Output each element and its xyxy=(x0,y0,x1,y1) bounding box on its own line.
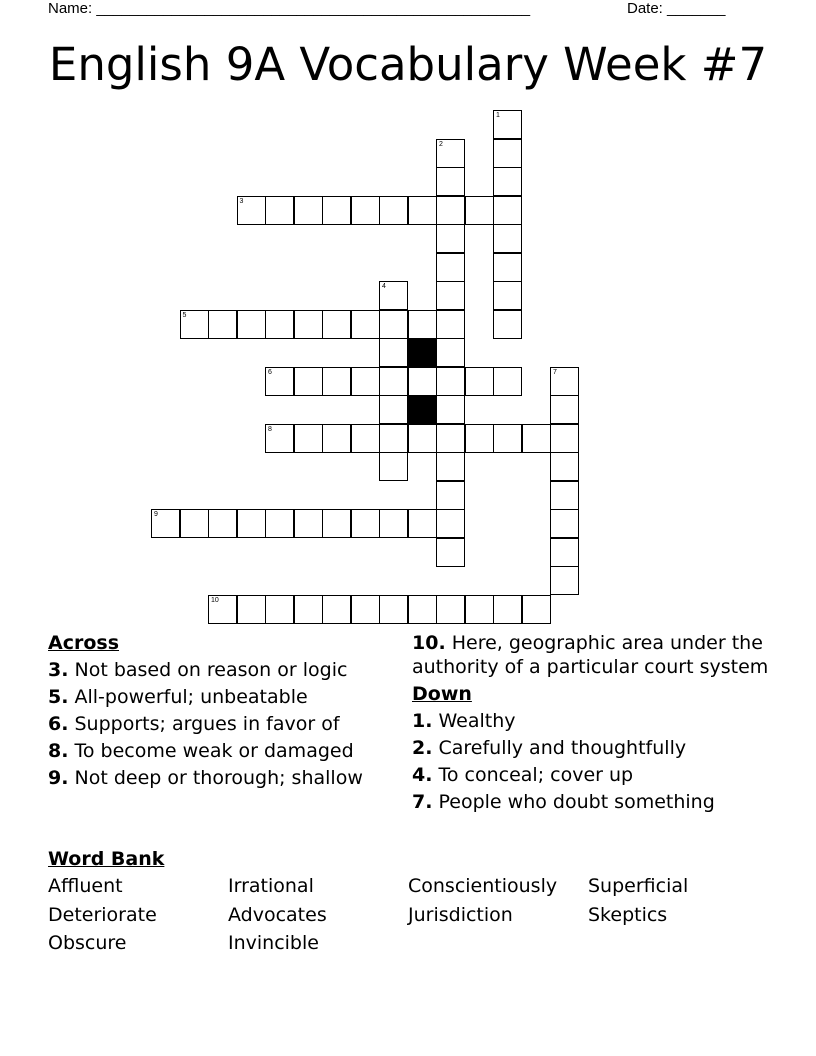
clue-number: 5. xyxy=(48,686,69,708)
crossword-cell[interactable] xyxy=(322,509,351,538)
crossword-cell[interactable] xyxy=(265,595,294,624)
across-clues xyxy=(48,631,388,793)
crossword-cell[interactable] xyxy=(237,509,266,538)
crossword-block xyxy=(408,395,437,424)
clue-number: 9 xyxy=(154,511,158,518)
page-title: English 9A Vocabulary Week #7 xyxy=(48,38,768,91)
clue-text: Carefully and thoughtfully xyxy=(432,737,687,759)
date-field: Date: _______ xyxy=(627,0,726,17)
clue-item xyxy=(412,763,782,787)
crossword-cell[interactable] xyxy=(465,595,494,624)
crossword-cell[interactable] xyxy=(493,110,522,139)
clue-number: 2 xyxy=(439,140,443,148)
crossword-cell[interactable] xyxy=(294,367,323,396)
clue-number: 7. xyxy=(412,791,433,813)
crossword-cell[interactable] xyxy=(379,310,408,339)
clue-number: 10. xyxy=(412,632,446,654)
crossword-cell[interactable] xyxy=(351,367,380,396)
crossword-cell[interactable] xyxy=(408,595,437,624)
crossword-cell[interactable] xyxy=(265,509,294,538)
crossword-cell[interactable] xyxy=(436,367,465,396)
crossword-cell[interactable] xyxy=(436,395,465,424)
crossword-cell[interactable] xyxy=(436,196,465,225)
word-bank-heading: Word Bank xyxy=(48,848,165,870)
word-bank-item: Affluent xyxy=(48,875,123,897)
crossword-cell[interactable] xyxy=(550,395,579,424)
crossword-cell[interactable] xyxy=(522,424,551,453)
crossword-cell[interactable] xyxy=(408,196,437,225)
crossword-cell[interactable] xyxy=(379,595,408,624)
crossword-cell[interactable] xyxy=(436,509,465,538)
crossword-cell[interactable] xyxy=(550,367,579,396)
crossword-cell[interactable] xyxy=(351,595,380,624)
clue-item xyxy=(48,739,388,763)
crossword-cell[interactable] xyxy=(379,395,408,424)
crossword-cell[interactable] xyxy=(436,224,465,253)
crossword-cell[interactable] xyxy=(379,196,408,225)
clue-item xyxy=(412,790,782,814)
crossword-cell[interactable] xyxy=(465,424,494,453)
crossword-cell[interactable] xyxy=(294,595,323,624)
crossword-cell[interactable] xyxy=(493,424,522,453)
word-bank-item: Deteriorate xyxy=(48,903,157,926)
crossword-cell[interactable] xyxy=(294,310,323,339)
clue-number: 4 xyxy=(382,283,386,290)
clue-number: 6 xyxy=(268,368,272,376)
clue-number: 2. xyxy=(412,737,433,759)
crossword-cell[interactable] xyxy=(493,367,522,396)
crossword-cell[interactable] xyxy=(436,424,465,453)
crossword-cell[interactable] xyxy=(550,424,579,453)
crossword-cell[interactable] xyxy=(408,424,437,453)
crossword-cell[interactable] xyxy=(436,310,465,339)
crossword-cell[interactable] xyxy=(265,424,294,453)
clue-item xyxy=(48,712,388,736)
crossword-cell[interactable] xyxy=(294,196,323,225)
clue-item xyxy=(412,631,782,679)
crossword-cell[interactable] xyxy=(522,595,551,624)
crossword-cell[interactable] xyxy=(322,310,351,339)
crossword-cell[interactable] xyxy=(550,481,579,510)
crossword-cell[interactable] xyxy=(408,509,437,538)
crossword-cell[interactable] xyxy=(294,509,323,538)
clue-text: Supports; argues in favor of xyxy=(68,713,340,735)
crossword-cell[interactable] xyxy=(351,509,380,538)
clue-number: 1. xyxy=(412,710,433,732)
crossword-cell[interactable] xyxy=(550,452,579,481)
crossword-cell[interactable] xyxy=(379,509,408,538)
across-list xyxy=(48,658,388,790)
crossword-cell[interactable] xyxy=(322,367,351,396)
crossword-cell[interactable] xyxy=(208,509,237,538)
down-heading: Down xyxy=(412,683,472,705)
crossword-cell[interactable] xyxy=(265,310,294,339)
across-continued xyxy=(412,631,782,679)
crossword-cell[interactable] xyxy=(436,139,465,168)
crossword-cell[interactable] xyxy=(351,310,380,339)
crossword-cell[interactable] xyxy=(265,196,294,225)
word-bank-item: Irrational xyxy=(228,875,314,897)
crossword-cell[interactable] xyxy=(379,281,408,310)
word-bank-item: Obscure xyxy=(48,932,127,954)
crossword-cell[interactable] xyxy=(294,424,323,453)
crossword-cell[interactable] xyxy=(351,424,380,453)
crossword-cell[interactable] xyxy=(322,196,351,225)
crossword-cell[interactable] xyxy=(379,367,408,396)
clue-item xyxy=(412,709,782,733)
clue-item xyxy=(412,736,782,760)
crossword-cell[interactable] xyxy=(208,310,237,339)
crossword-cell[interactable] xyxy=(180,509,209,538)
word-bank-item: Jurisdiction xyxy=(408,903,513,926)
word-bank-item: Conscientiously xyxy=(408,875,558,897)
crossword-cell[interactable] xyxy=(408,367,437,396)
crossword-cell[interactable] xyxy=(379,338,408,367)
crossword-cell[interactable] xyxy=(493,139,522,168)
crossword-cell[interactable] xyxy=(322,424,351,453)
clue-number: 1 xyxy=(496,112,500,119)
word-bank-item: Advocates xyxy=(228,903,327,926)
across-heading: Across xyxy=(48,632,120,654)
clues-column-2 xyxy=(412,631,782,817)
crossword-cell[interactable] xyxy=(265,367,294,396)
crossword-cell[interactable] xyxy=(493,253,522,282)
clue-number: 9. xyxy=(48,767,69,789)
clue-text: Not deep or thorough; shallow xyxy=(68,767,363,789)
clue-text: People who doubt something xyxy=(432,791,715,813)
clue-text: Wealthy xyxy=(432,710,516,732)
crossword-cell[interactable] xyxy=(436,281,465,310)
down-list xyxy=(412,709,782,814)
word-bank-item: Skeptics xyxy=(588,903,668,926)
crossword-cell[interactable] xyxy=(493,167,522,196)
word-bank-item: Superficial xyxy=(588,875,689,897)
clue-number: 3. xyxy=(48,659,69,681)
crossword-cell[interactable] xyxy=(493,196,522,225)
crossword-block xyxy=(408,338,437,367)
clue-text: Here, geographic area under the authority of a particular court system xyxy=(412,632,769,678)
crossword-cell[interactable] xyxy=(237,310,266,339)
clue-number: 8 xyxy=(268,425,272,433)
clue-item xyxy=(48,685,388,709)
crossword-cell[interactable] xyxy=(550,538,579,567)
crossword-cell[interactable] xyxy=(493,224,522,253)
clue-number: 3 xyxy=(239,197,244,205)
crossword-cell[interactable] xyxy=(465,196,494,225)
clue-text: To conceal; cover up xyxy=(432,764,634,786)
crossword-cell[interactable] xyxy=(550,566,579,595)
crossword-cell[interactable] xyxy=(237,196,266,225)
clue-item xyxy=(48,658,388,682)
clue-number: 5 xyxy=(182,311,187,319)
crossword-cell[interactable] xyxy=(151,509,180,538)
crossword-cell[interactable] xyxy=(493,310,522,339)
crossword-cell[interactable] xyxy=(436,538,465,567)
crossword-cell[interactable] xyxy=(237,595,266,624)
clue-number: 6. xyxy=(48,713,69,735)
crossword-cell[interactable] xyxy=(436,452,465,481)
clue-text: All-powerful; unbeatable xyxy=(68,686,308,708)
crossword-cell[interactable] xyxy=(493,595,522,624)
crossword-cell[interactable] xyxy=(180,310,209,339)
crossword-cell[interactable] xyxy=(379,452,408,481)
clue-number: 4. xyxy=(412,764,433,786)
clue-number: 8. xyxy=(48,740,69,762)
crossword-cell[interactable] xyxy=(436,167,465,196)
crossword-cell[interactable] xyxy=(351,196,380,225)
clue-text: Not based on reason or logic xyxy=(68,659,348,681)
crossword-cell[interactable] xyxy=(208,595,237,624)
crossword-cell[interactable] xyxy=(436,481,465,510)
crossword-cell[interactable] xyxy=(465,367,494,396)
crossword-cell[interactable] xyxy=(436,595,465,624)
clue-text: To become weak or damaged xyxy=(68,740,354,762)
clue-item xyxy=(48,766,388,790)
crossword-cell[interactable] xyxy=(550,509,579,538)
crossword-cell[interactable] xyxy=(408,310,437,339)
clue-number: 7 xyxy=(553,368,557,376)
crossword-cell[interactable] xyxy=(493,281,522,310)
clue-number: 10 xyxy=(211,596,219,604)
crossword-cell[interactable] xyxy=(379,424,408,453)
crossword-cell[interactable] xyxy=(436,253,465,282)
crossword-cell[interactable] xyxy=(436,338,465,367)
crossword-cell[interactable] xyxy=(322,595,351,624)
word-bank-item: Invincible xyxy=(228,932,319,954)
name-field: Name: ____________________________________________________ xyxy=(48,0,531,17)
